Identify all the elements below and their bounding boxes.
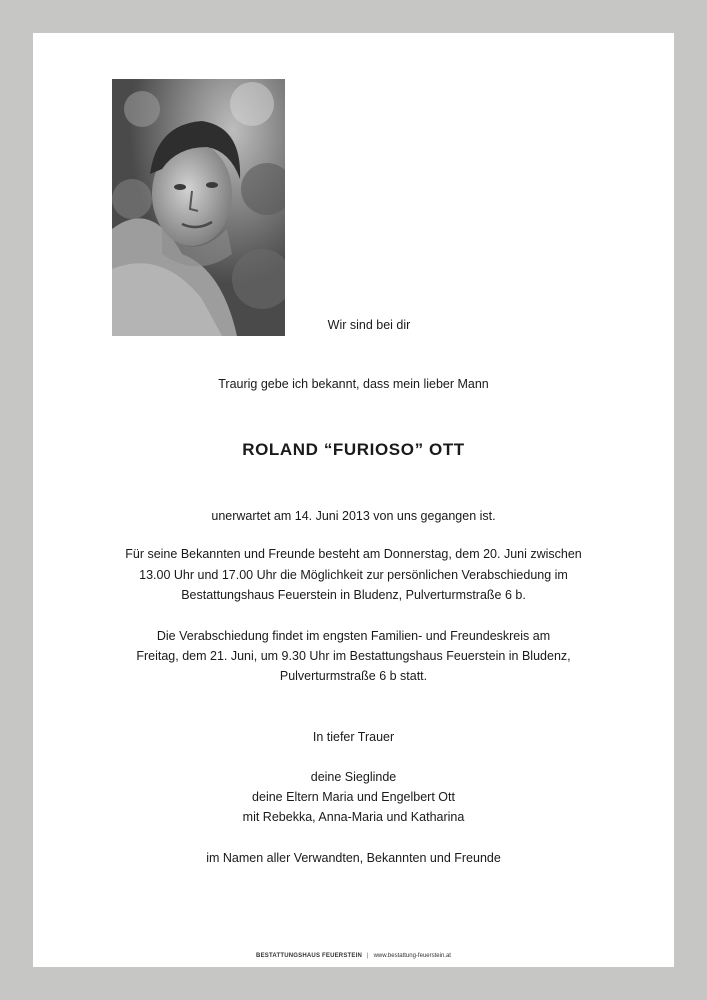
mourner-3: mit Rebekka, Anna-Maria und Katharina (242, 810, 465, 824)
viewing-line-2: 13.00 Uhr und 17.00 Uhr die Möglichkeit zur persönlichen Verabschiedung im (139, 568, 568, 582)
viewing-line-1: Für seine Bekannten und Freunde besteht am Donnerstag, dem 20. Juni zwischen (125, 547, 582, 561)
passing-date: unerwartet am 14. Juni 2013 von uns gegangen ist. (211, 509, 496, 523)
announcement: Traurig gebe ich bekannt, dass mein lieber Mann (218, 377, 489, 391)
mourner-2: deine Eltern Maria und Engelbert Ott (252, 790, 455, 804)
farewell-line-3: Pulverturmstraße 6 b statt. (279, 669, 428, 683)
mourning-heading: In tiefer Trauer (312, 730, 395, 744)
footer-separator: | (367, 953, 369, 959)
footer-url[interactable]: www.bestattung-feuerstein.at (373, 953, 451, 959)
mourner-1: deine Sieglinde (310, 770, 397, 784)
closing-line: im Namen aller Verwandten, Bekannten und Freunde (206, 851, 501, 865)
viewing-line-3: Bestattungshaus Feuerstein in Bludenz, Pulverturmstraße 6 b. (181, 588, 526, 602)
footer-brand: BESTATTUNGSHAUS FEUERSTEIN (256, 953, 363, 959)
farewell-line-1: Die Verabschiedung findet im engsten Familien- und Freundeskreis am (156, 629, 551, 643)
motto: Wir sind bei dir (327, 318, 411, 332)
deceased-name: ROLAND “FURIOSO” OTT (242, 440, 465, 459)
footer (33, 951, 674, 961)
farewell-line-2: Freitag, dem 21. Juni, um 9.30 Uhr im Bestattungshaus Feuerstein in Bludenz, (136, 649, 571, 663)
portrait-photo (112, 79, 285, 336)
obituary-card (33, 33, 674, 967)
